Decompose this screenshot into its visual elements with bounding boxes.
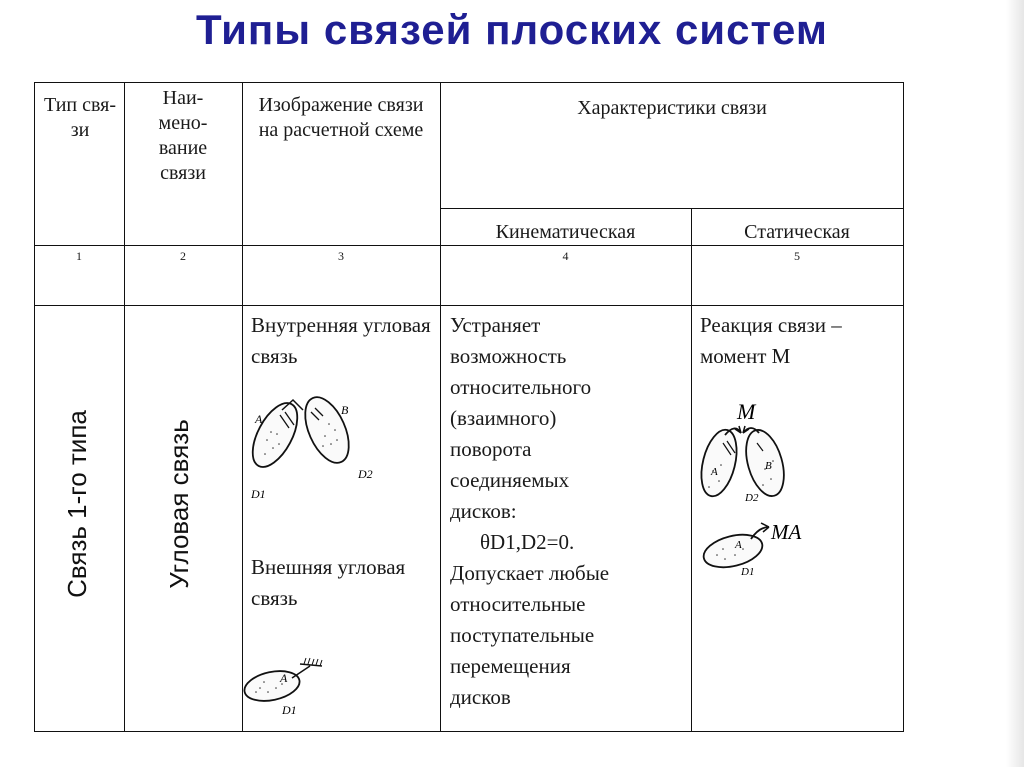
- disk-a-shape: [695, 426, 743, 500]
- disk-shape: [242, 666, 303, 705]
- label-a: A: [711, 466, 718, 478]
- col-number-5: 5: [794, 249, 800, 263]
- label-d2: D2: [745, 492, 759, 504]
- table-line-subheader: [440, 208, 904, 209]
- support-shape: [292, 664, 322, 678]
- arrow-heads-shape: [735, 426, 749, 433]
- kinematic-line: (взаимного): [450, 406, 557, 430]
- header-static: Статическая: [744, 221, 850, 243]
- label-b: B: [341, 403, 349, 417]
- kinematic-line: Устраняет: [450, 313, 541, 337]
- slide-edge-shadow: [1006, 0, 1024, 767]
- theta-formula: θD1,D2=0.: [480, 530, 575, 554]
- col-number-2: 2: [180, 249, 186, 263]
- outer-angular-label: Внешняя угловая связь: [251, 555, 406, 610]
- label-ma: MA: [771, 520, 802, 544]
- static-line: Реакция связи –: [700, 313, 842, 337]
- slide-title: Типы связей плоских систем: [196, 6, 828, 53]
- inner-angular-diagram: [245, 390, 395, 510]
- table-col-divider-1: [124, 82, 125, 732]
- connection-name: Угловая связь: [164, 419, 194, 589]
- disk-shape: [700, 529, 765, 573]
- kinematic-line: поворота: [450, 437, 532, 461]
- kinematic-line: возможность: [450, 344, 567, 368]
- table-col-divider-4: [691, 208, 692, 732]
- kinematic-line: перемещения: [450, 654, 571, 678]
- disk-b-shape: [296, 391, 357, 470]
- header-kinematic: Кинематическая: [495, 221, 636, 243]
- table-border-left: [34, 82, 35, 732]
- label-a: A: [280, 671, 288, 685]
- static-description: [700, 310, 900, 372]
- external-moment-diagram: [695, 515, 820, 585]
- static-line: момент M: [700, 344, 791, 368]
- header-image: Изображение связи на расчетной схеме: [258, 94, 424, 141]
- kinematic-line: поступательные: [450, 623, 595, 647]
- label-m: M: [737, 399, 756, 424]
- kinematic-line: соединяемых: [450, 468, 570, 492]
- label-b: B: [765, 460, 772, 472]
- table-col-divider-2: [242, 82, 243, 732]
- label-a: A: [255, 412, 263, 426]
- kinematic-description: [450, 310, 690, 713]
- label-d1: D1: [741, 566, 755, 578]
- disk-a-shape: [245, 396, 306, 474]
- kinematic-line: Допускает любые: [450, 561, 610, 585]
- table-line-header-bottom: [34, 245, 904, 246]
- kinematic-line: дисков:: [450, 499, 517, 523]
- label-d2: D2: [358, 467, 373, 481]
- inner-angular-label: Внутренняя угловая связь: [251, 313, 431, 368]
- col-number-1: 1: [76, 249, 82, 263]
- moment-diagram: [695, 395, 805, 510]
- label-d1: D1: [282, 703, 297, 717]
- table-border-right: [903, 82, 904, 732]
- col-number-4: 4: [562, 249, 569, 263]
- kinematic-line: относительные: [450, 592, 586, 616]
- col-number-3: 3: [338, 249, 344, 263]
- label-a: A: [735, 539, 742, 551]
- label-d1: D1: [251, 487, 266, 501]
- table-line-numbers-bottom: [34, 305, 904, 306]
- kinematic-line: относительного: [450, 375, 592, 399]
- table-col-divider-3: [440, 82, 441, 732]
- kinematic-line: дисков: [450, 685, 511, 709]
- table-border-bottom: [34, 731, 904, 732]
- table-border-top: [34, 82, 904, 83]
- outer-angular-diagram: [240, 652, 350, 722]
- header-type: Тип свя-зи: [43, 94, 117, 141]
- header-name: Наи-мено-вание связи: [158, 87, 208, 184]
- connection-type: Связь 1-го типа: [62, 410, 92, 598]
- header-characteristics: Характеристики связи: [577, 97, 767, 119]
